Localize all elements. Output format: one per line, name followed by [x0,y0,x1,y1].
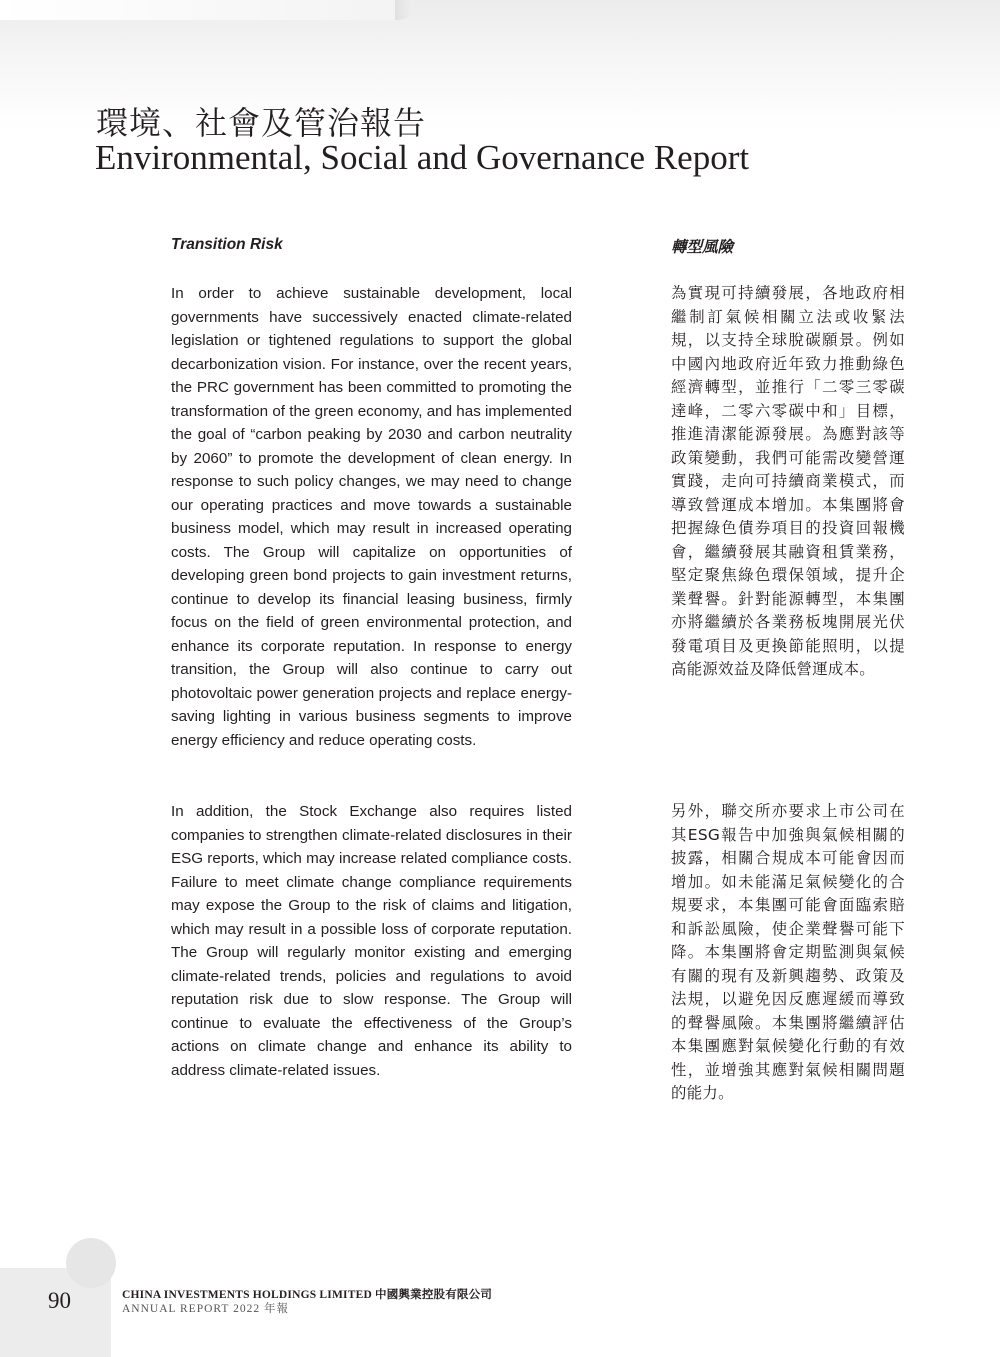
section-heading-chinese: 轉型風險 [671,238,734,256]
paragraph-text: 另外，聯交所亦要求上市公司在其ESG報告中加強與氣候相關的披露，相關合規成本可能會因而增加。如未能滿足氣候變化的合規要求，本集團可能會面臨索賠和訴訟風險，使企業聲譽可能下降。本集團將會定期監測與氣候有關的現有及新興趨勢、政策及法規，以避免因反應遲緩而導致的聲譽風險。本集團將繼續評估本集團應對氣候變化行動的有效性，並增強其應對氣候相關問題的能力。 [671,802,905,1102]
paragraph-text: In addition, the Stock Exchange also requires listed companies to strengthen climate-related disclosures in their ESG reports, which may increase related compliance costs. Failure to meet climate change compliance requirements may expose the Group to the risk of claims and litigation, which may result in a possible loss of corporate reputation. The Group will regularly monitor existing and emerging climate-related trends, policies and regulations to avoid reputation risk due to slow response. The Group will continue to evaluate the effectiveness of the Group’s actions on climate change and enhance its ability to address climate-related issues. [171,803,572,1079]
page-title-english: Environmental, Social and Governance Report [95,138,750,177]
footer-company-name: CHINA INVESTMENTS HOLDINGS LIMITED 中國興業控股有限公司 [122,1289,493,1301]
page-number: 90 [48,1288,71,1313]
english-column-paragraph-2 [171,800,572,1082]
chinese-column-paragraph-1 [671,282,905,682]
page-title-chinese: 環境、社會及管治報告 [96,104,427,142]
footer-report-name: ANNUAL REPORT 2022 年報 [122,1303,289,1315]
paragraph-text: In order to achieve sustainable development, local governments have successively enacted climate-related legislation or tightened regulations to support the global decarbonization vision. For instance, over the recent years, the PRC government has been committed to promoting the transformation of the green economy, and has implemented the goal of “carbon peaking by 2030 and carbon neutrality by 2060” to promote the development of clean energy. In response to such policy changes, we may need to change our operating practices and move towards a sustainable business model, which may result in increased operating costs. The Group will capitalize on opportunities of developing green bond projects to gain investment returns, continue to develop its financial leasing business, firmly focus on the field of green environmental protection, and enhance its corporate reputation. In response to energy transition, the Group will also continue to carry out photovoltaic power generation projects and replace energy-saving lighting in various business segments to improve energy efficiency and reduce operating costs. [171,285,572,749]
section-heading-english: Transition Risk [171,236,283,253]
footer-circle-decoration [66,1238,116,1288]
chinese-column-paragraph-2 [671,800,905,1106]
header-tab-decoration [0,0,408,20]
paragraph-text: 為實現可持續發展，各地政府相繼制訂氣候相關立法或收緊法規，以支持全球脫碳願景。例如中國內地政府近年致力推動綠色經濟轉型，並推行「二零三零碳達峰，二零六零碳中和」目標，推進清潔能源發展。為應對該等政策變動，我們可能需改變營運實踐，走向可持續商業模式，而導致營運成本增加。本集團將會把握綠色債券項目的投資回報機會，繼續發展其融資租賃業務，堅定聚焦綠色環保領域，提升企業聲譽。針對能源轉型，本集團亦將繼續於各業務板塊開展光伏發電項目及更換節能照明，以提高能源效益及降低營運成本。 [671,284,905,678]
english-column-paragraph-1 [171,282,572,752]
